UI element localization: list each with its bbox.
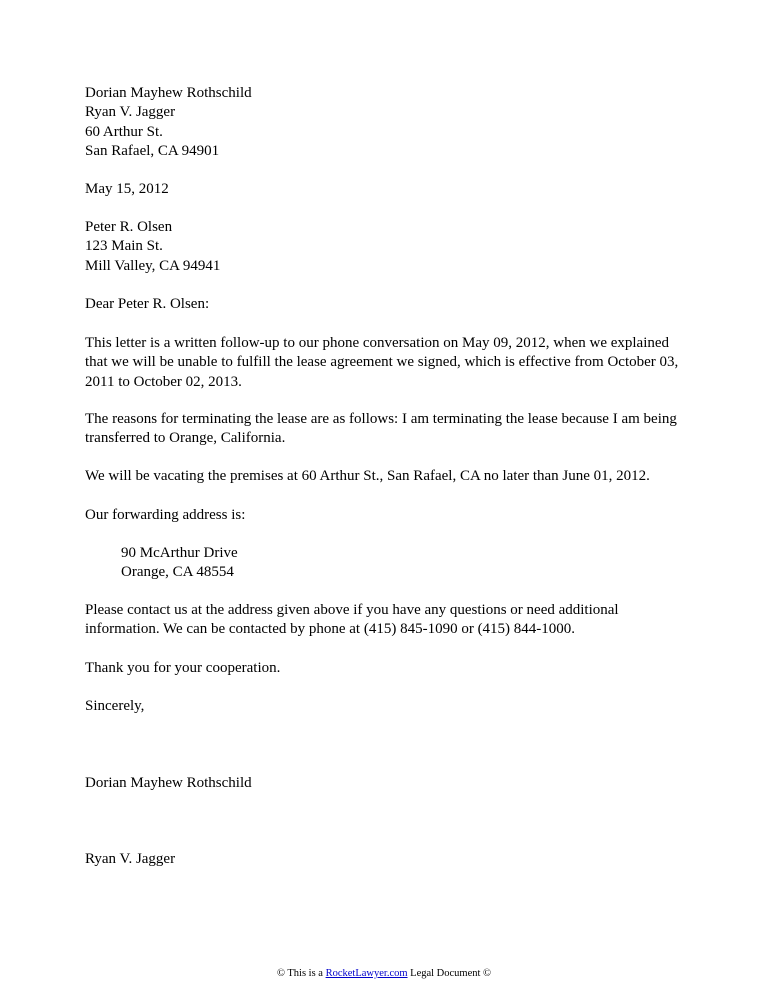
salutation-text: Dear Peter R. Olsen: bbox=[85, 296, 210, 312]
paragraph-4-line: Our forwarding address is: bbox=[85, 507, 246, 523]
recipient-address-block bbox=[85, 218, 685, 276]
forwarding-address-block bbox=[121, 544, 721, 583]
recipient-city-line: Mill Valley, CA 94941 bbox=[85, 257, 221, 274]
salutation bbox=[85, 295, 685, 314]
paragraph-2-line: transferred to Orange, California. bbox=[85, 430, 286, 447]
paragraph-3-line: We will be vacating the premises at 60 Arthur St., San Rafael, CA no later than June 01, 2012. bbox=[85, 468, 650, 484]
paragraph-4 bbox=[85, 506, 685, 525]
paragraph-1 bbox=[85, 334, 685, 392]
paragraph-5-line: information. We can be contacted by phone at (415) 845-1090 or (415) 844-1000. bbox=[85, 621, 576, 638]
paragraph-1-line: This letter is a written follow-up to our phone conversation on May 09, 2012, when we explained bbox=[85, 335, 670, 351]
footer-prefix: © This is a bbox=[276, 968, 326, 979]
paragraph-1-line: 2011 to October 02, 2013. bbox=[85, 373, 242, 390]
footer-link[interactable]: RocketLawyer.com bbox=[325, 968, 408, 979]
paragraph-5-line: Please contact us at the address given above if you have any questions or need additional bbox=[85, 602, 619, 618]
sender-city-line: San Rafael, CA 94901 bbox=[85, 143, 220, 160]
paragraph-5 bbox=[85, 601, 685, 640]
recipient-street: 123 Main St. bbox=[85, 238, 163, 255]
signature-1-name: Dorian Mayhew Rothschild bbox=[85, 775, 252, 791]
paragraph-2 bbox=[85, 410, 685, 449]
letter-date bbox=[85, 180, 685, 199]
signature-2 bbox=[85, 850, 685, 869]
forwarding-city-line: Orange, CA 48554 bbox=[121, 564, 234, 581]
paragraph-2-line: The reasons for terminating the lease are as follows: I am terminating the lease because I am being bbox=[85, 411, 677, 427]
paragraph-6-line: Thank you for your cooperation. bbox=[85, 660, 281, 676]
signature-1 bbox=[85, 774, 685, 793]
paragraph-3 bbox=[85, 467, 685, 486]
forwarding-street: 90 McArthur Drive bbox=[121, 545, 238, 561]
sender-name-2: Ryan V. Jagger bbox=[85, 104, 176, 121]
date-text: May 15, 2012 bbox=[85, 181, 169, 197]
document-footer bbox=[0, 967, 768, 981]
sender-street: 60 Arthur St. bbox=[85, 123, 163, 140]
footer-suffix: Legal Document © bbox=[407, 968, 492, 979]
paragraph-1-line: that we will be unable to fulfill the lease agreement we signed, which is effective from October 03, bbox=[85, 354, 679, 371]
closing bbox=[85, 697, 685, 716]
sender-name-1: Dorian Mayhew Rothschild bbox=[85, 85, 252, 101]
closing-text: Sincerely, bbox=[85, 698, 145, 714]
signature-2-name: Ryan V. Jagger bbox=[85, 851, 176, 867]
recipient-name: Peter R. Olsen bbox=[85, 219, 173, 235]
sender-address-block bbox=[85, 84, 685, 162]
paragraph-6 bbox=[85, 659, 685, 678]
